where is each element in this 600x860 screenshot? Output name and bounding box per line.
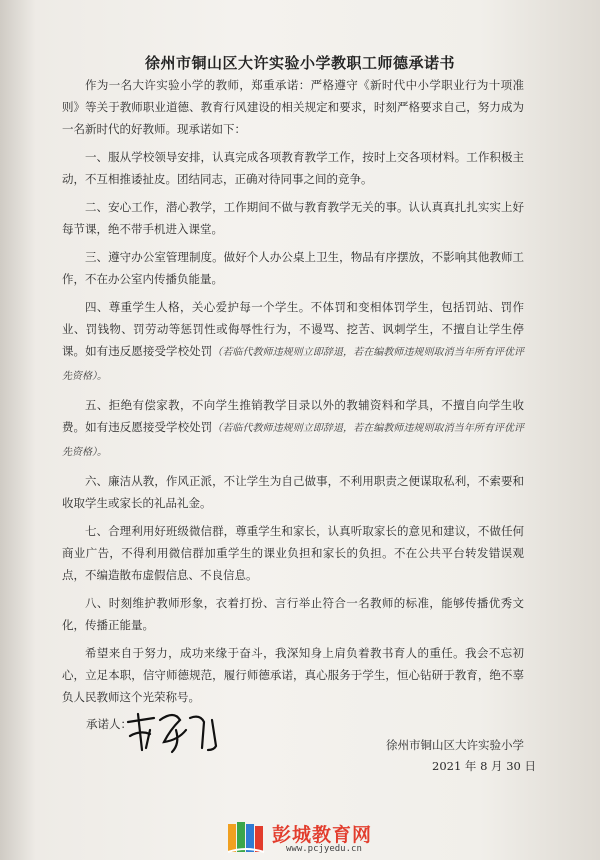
handwritten-note: （若临代教师违规则立即辞退，若在编教师违规则取消当年所有评优评先资格）。 — [62, 423, 525, 458]
pledge-item-text: 六、廉洁从教，作风正派，不让学生为自己做事，不利用职责之便谋取私利，不索要和收取学生或家长的礼品礼金。 — [62, 474, 524, 510]
pledge-item-text: 八、时刻维护教师形象，衣着打扮、言行举止符合一名教师的标准，能够传播优秀文化，传播正能量。 — [62, 596, 524, 632]
pledge-item-1 — [62, 146, 524, 190]
intro-paragraph: 作为一名大许实验小学的教师，郑重承诺：严格遵守《新时代中小学职业行为十项准则》等关于教师职业道德、教育行风建设的相关规定和要求，时刻严格要求自己，努力成为一名新时代的好教师。现承诺如下： — [62, 78, 524, 136]
pledge-item-6 — [62, 470, 524, 514]
book-logo-icon — [226, 820, 266, 856]
signer-label: 承诺人： — [86, 717, 132, 731]
site-url: www.pcjyedu.cn — [286, 844, 362, 854]
handwritten-note: （若临代教师违规则立即辞退，若在编教师违规则取消当年所有评优评先资格）。 — [62, 347, 525, 382]
closing-paragraph: 希望来自于努力，成功来缘于奋斗，我深知身上肩负着教书育人的重任。我会不忘初心，立足本职，信守师德规范，履行师德承诺，真心服务于学生，恒心钻研于教育，绝不辜负人民教师这个光荣称号。 — [62, 646, 524, 704]
document-date: 2021 年 8 月 30 日 — [432, 759, 536, 773]
handwritten-signature — [120, 700, 230, 760]
pledge-item-5 — [62, 394, 524, 464]
pledge-item-3 — [62, 246, 524, 290]
pledge-item-7 — [62, 520, 524, 586]
school-name: 徐州市铜山区大许实验小学 — [386, 738, 524, 752]
document-title: 徐州市铜山区大许实验小学教职工师德承诺书 — [144, 54, 455, 72]
pledge-item-text: 四、尊重学生人格，关心爱护每一个学生。不体罚和变相体罚学生，包括罚站、罚作业、罚钱物、罚劳动等惩罚性或侮辱性行为，不谩骂、挖苦、讽刺学生，不擅自让学生停课。如有违反愿接受学校处罚 — [62, 300, 524, 358]
watermark-logo — [226, 818, 566, 858]
pledge-item-2 — [62, 196, 524, 240]
pledge-item-text: 五、拒绝有偿家教，不向学生推销教学目录以外的教辅资料和学具，不擅自向学生收费。如有违反愿接受学校处罚 — [62, 398, 524, 434]
pledge-item-text: 三、遵守办公室管理制度。做好个人办公桌上卫生，物品有序摆放，不影响其他教师工作，不在办公室内传播负能量。 — [62, 250, 524, 286]
pledge-item-text: 二、安心工作，潜心教学，工作期间不做与教育教学无关的事。认认真真扎扎实实上好每节课，绝不带手机进入课堂。 — [62, 200, 524, 236]
site-name: 彭城教育网 — [272, 824, 373, 846]
document-body — [62, 74, 524, 714]
pledge-item-text: 七、合理利用好班级微信群，尊重学生和家长，认真听取家长的意见和建议，不做任何商业广告，不得利用微信群加重学生的课业负担和家长的负担。不在公共平台转发错误观点，不编造散布虚假信息、不良信息。 — [62, 524, 524, 582]
pledge-item-8 — [62, 592, 524, 636]
pledge-item-text: 一、服从学校领导安排，认真完成各项教育教学工作，按时上交各项材料。工作积极主动，不互相推诿扯皮。团结同志，正确对待同事之间的竞争。 — [62, 150, 524, 186]
pledge-item-4 — [62, 296, 524, 388]
